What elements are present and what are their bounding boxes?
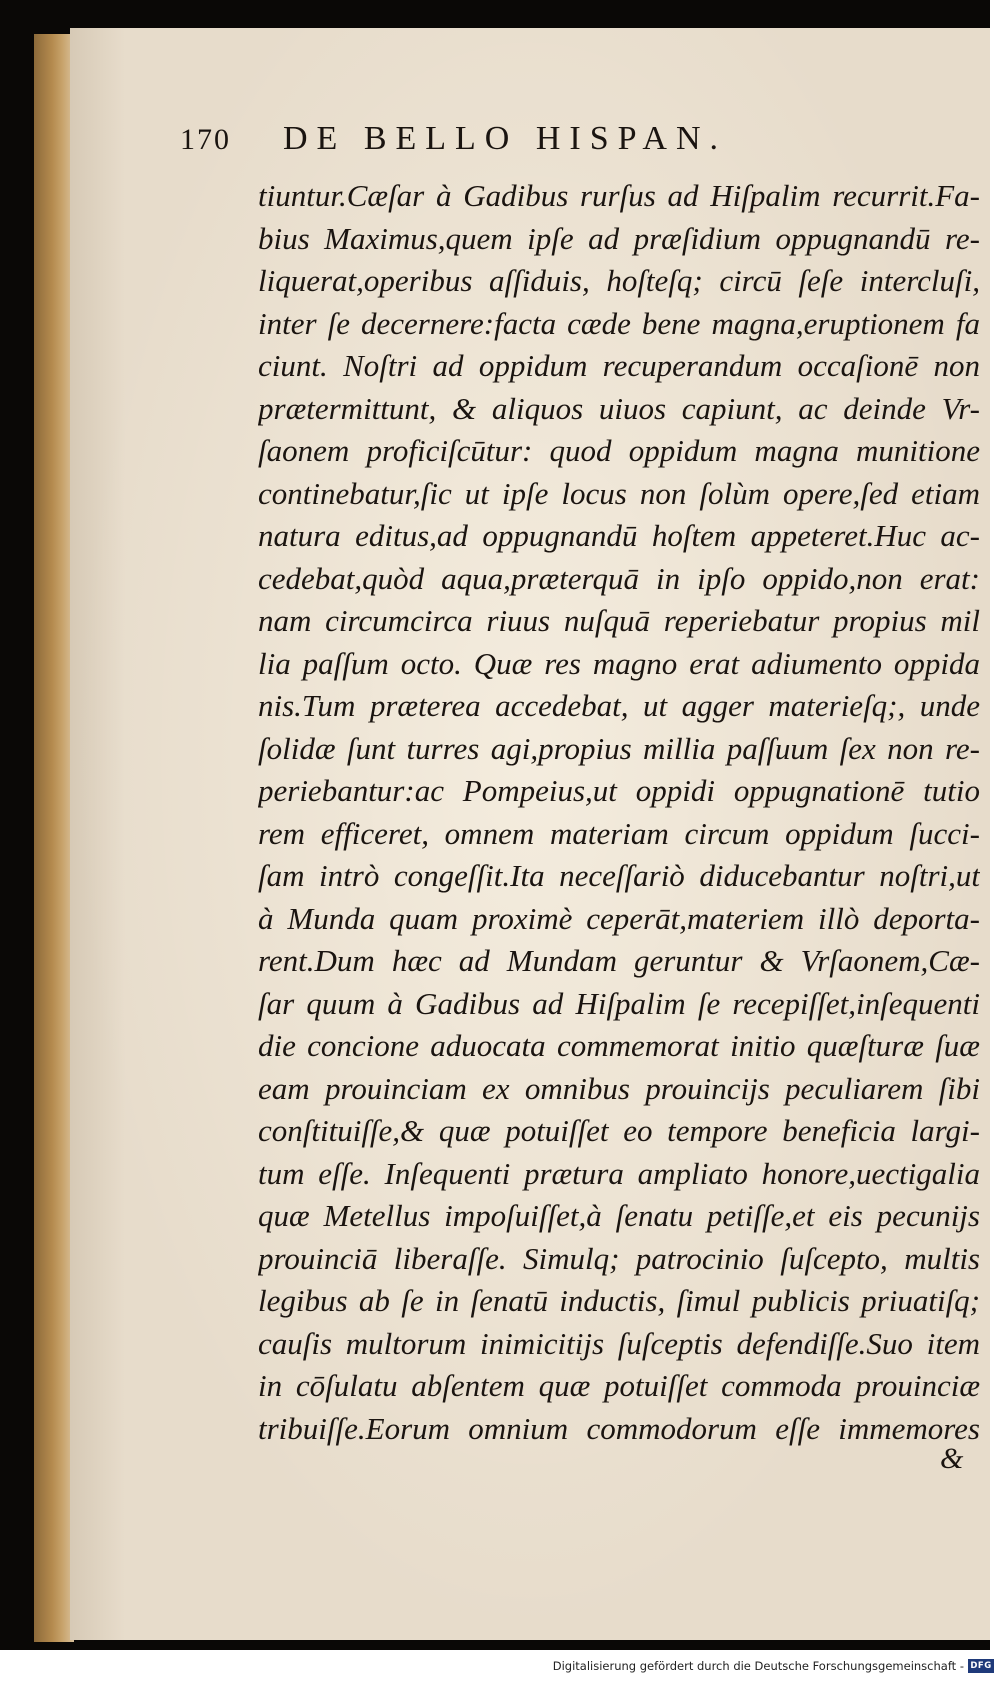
- dfg-logo-icon: DFG: [968, 1659, 994, 1673]
- book-binding-edge: [34, 34, 74, 1642]
- text-line: ſam intrò congeſſit.Ita neceſſariò diducebantur noſtri,ut: [258, 858, 980, 893]
- text-line: tribuiſſe.Eorum omnium commodorum eſſe immemores: [258, 1410, 980, 1446]
- text-line: prouinciā liberaſſe. Simulq; patrocinio ſuſcepto, multis: [258, 1240, 980, 1276]
- text-line: tiuntur.Cæſar à Gadibus rurſus ad Hiſpalim recurrit.Fa-: [258, 178, 980, 213]
- text-line: quæ Metellus impoſuiſſet,à ſenatu petiſſe,et eis pecunijs: [258, 1198, 980, 1233]
- text-line: periebantur:ac Pompeius,ut oppidi oppugnationē tutio: [258, 773, 980, 808]
- text-line: à Munda quam proximè ceperāt,materiem illò deporta-: [258, 900, 980, 936]
- text-line: liquerat,operibus aſſiduis, hoſteſq; circū ſeſe intercluſi,: [258, 263, 980, 298]
- running-head: [180, 120, 880, 176]
- text-line: cauſis multorum inimicitijs ſuſceptis defendiſſe.Suo item: [258, 1325, 980, 1361]
- text-line: legibus ab ſe in ſenatū inductis, ſimul publicis priuatiſq;: [258, 1283, 980, 1318]
- text-line: natura editus,ad oppugnandū hoſtem appeteret.Huc ac-: [258, 518, 980, 553]
- text-line: continebatur,ſic ut ipſe locus non ſolùm opere,ſed etiam: [258, 475, 980, 511]
- digitization-credit: Digitalisierung gefördert durch die Deutsche Forschungsgemeinschaft -: [552, 1658, 964, 1673]
- text-line: tum eſſe. Inſequenti prætura ampliato honore,uectigalia: [258, 1155, 980, 1191]
- text-line: die concione aduocata commemorat initio quæſturæ ſuæ: [258, 1028, 980, 1063]
- text-line: ſolidæ ſunt turres agi,propius millia paſſuum ſex non re-: [258, 730, 980, 766]
- text-line: nam circumcirca riuus nuſquā reperiebatur propius mil: [258, 603, 980, 638]
- text-line: conſtituiſſe,& quæ potuiſſet eo tempore beneficia largi-: [258, 1113, 980, 1148]
- text-line: in cōſulatu abſentem quæ potuiſſet commoda prouinciæ: [258, 1368, 980, 1403]
- page-number: 170: [180, 123, 231, 156]
- text-line: rent.Dum hæc ad Mundam geruntur & Vrſaonem,Cæ-: [258, 943, 980, 978]
- body-text: [258, 175, 980, 1446]
- footer-bar: [0, 1650, 1000, 1681]
- text-line: rem efficeret, omnem materiam circum oppidum ſucci-: [258, 815, 980, 851]
- text-line: ſaonem proficiſcūtur: quod oppidum magna munitione: [258, 433, 980, 468]
- text-line: ciunt. Noſtri ad oppidum recuperandum occaſionē non: [258, 348, 980, 383]
- catchword: &: [940, 1442, 964, 1475]
- text-line: nis.Tum præterea accedebat, ut agger materieſq;, unde: [258, 688, 980, 723]
- text-line: prætermittunt, & aliquos uiuos capiunt, ac deinde Vr-: [258, 390, 980, 426]
- text-line: bius Maximus,quem ipſe ad præſidium oppugnandū re-: [258, 220, 980, 256]
- text-line: ſar quum à Gadibus ad Hiſpalim ſe recepiſſet,inſequenti: [258, 985, 980, 1021]
- text-line: inter ſe decernere:facta cæde bene magna,eruptionem fa: [258, 305, 980, 341]
- text-line: eam prouinciam ex omnibus prouincijs peculiarem ſibi: [258, 1070, 980, 1106]
- text-line: cedebat,quòd aqua,præterquā in ipſo oppido,non erat:: [258, 560, 980, 596]
- text-line: lia paſſum octo. Quæ res magno erat adiumento oppida: [258, 645, 980, 681]
- running-head-title: DE BELLO HISPAN.: [283, 120, 728, 157]
